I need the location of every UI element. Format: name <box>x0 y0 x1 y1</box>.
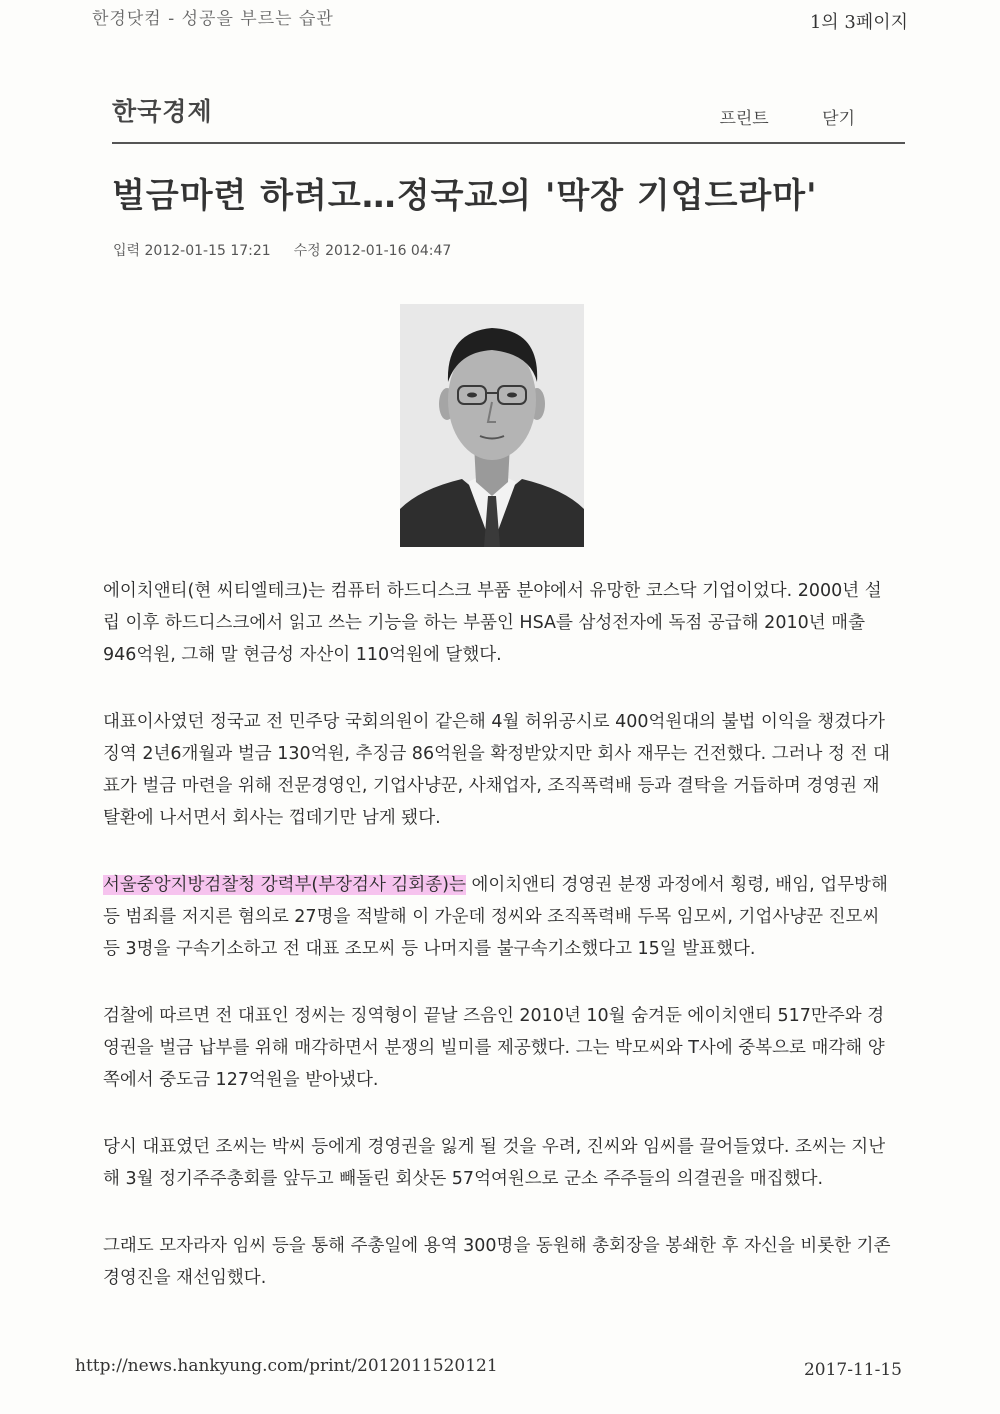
article-headline: 벌금마련 하려고…정국교의 '막장 기업드라마' <box>112 176 818 216</box>
close-link[interactable]: 닫기 <box>822 109 855 129</box>
article-body <box>103 575 893 1329</box>
article-paragraph-6: 그래도 모자라자 임씨 등을 통해 주총일에 용역 300명을 동원해 총회장을 봉쇄한 후 자신을 비롯한 기존 경영진을 재선임했다. <box>103 1236 891 1288</box>
print-page-count: 1의 3페이지 <box>809 12 908 33</box>
article-paragraph-4: 검찰에 따르면 전 대표인 정씨는 징역형이 끝날 즈음인 2010년 10월 숨겨둔 에이치앤티 517만주와 경영권을 벌금 납부를 위해 매각하면서 분쟁의 빌미를 제공했다. 그는 박모씨와 T사에 중복으로 매각해 양쪽에서 중도금 127억원을 받아냈다. <box>103 1006 885 1090</box>
article-meta <box>113 240 451 260</box>
print-link[interactable]: 프린트 <box>719 109 769 129</box>
footer-date: 2017-11-15 <box>803 1360 902 1380</box>
input-datetime: 2012-01-15 17:21 <box>144 243 271 259</box>
newspaper-logo: 한국경제 <box>112 97 213 126</box>
input-label: 입력 <box>113 243 141 259</box>
masthead-links <box>671 104 855 129</box>
article-paragraph-3-rest: 에이치앤티 경영권 분쟁 과정에서 횡령, 배임, 업무방해 등 범죄를 저지른 혐의로 27명을 적발해 이 가운데 정씨와 조직폭력배 두목 임모씨, 기업사냥꾼 진모씨 등 3명을 구속기소하고 전 대표 조모씨 등 나머지를 불구속기소했다고 15일 발표했다. <box>103 875 888 959</box>
print-header-title: 한경닷컴 - 성공을 부르는 습관 <box>92 9 334 29</box>
modified-label: 수정 <box>293 243 321 259</box>
article-paragraph-1: 에이치앤티(현 씨티엘테크)는 컴퓨터 하드디스크 부품 분야에서 유망한 코스닥 기업이었다. 2000년 설립 이후 하드디스크에서 읽고 쓰는 기능을 하는 부품인 HSA를 삼성전자에 독점 공급해 2010년 매출 946억원, 그해 말 현금성 자산이 110억원에 달했다. <box>103 581 882 665</box>
footer-url: http://news.hankyung.com/print/2012011520121 <box>75 1356 498 1376</box>
article-paragraph-5: 당시 대표였던 조씨는 박씨 등에게 경영권을 잃게 될 것을 우려, 진씨와 임씨를 끌어들였다. 조씨는 지난해 3월 정기주주총회를 앞두고 빼돌린 회삿돈 57억여원으로 군소 주주들의 의결권을 매집했다. <box>103 1137 886 1189</box>
modified-datetime: 2012-01-16 04:47 <box>325 243 452 259</box>
masthead <box>112 90 905 144</box>
portrait-photo-image <box>400 304 584 547</box>
highlighted-text: 서울중앙지방검찰청 강력부(부장검사 김회종)는 <box>103 875 466 895</box>
article-paragraph-3 <box>103 869 893 965</box>
article-paragraph-2: 대표이사였던 정국교 전 민주당 국회의원이 같은해 4월 허위공시로 400억원대의 불법 이익을 챙겼다가 징역 2년6개월과 벌금 130억원, 추징금 86억원을 확정받았지만 회사 재무는 건전했다. 그러나 정 전 대표가 벌금 마련을 위해 전문경영인, 기업사냥꾼, 사채업자, 조직폭력배 등과 결탁을 거듭하며 경영권 재탈환에 나서면서 회사는 껍데기만 남게 됐다. <box>103 712 890 828</box>
portrait-photo <box>400 304 584 547</box>
